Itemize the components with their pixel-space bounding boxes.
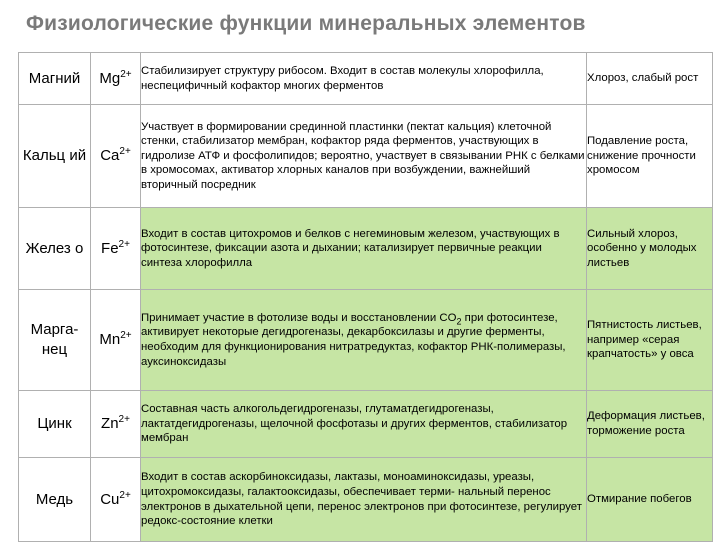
element-symbol (91, 290, 141, 391)
element-symbol (91, 391, 141, 458)
element-name: Медь (19, 458, 91, 542)
table-row (19, 53, 713, 105)
element-name: Марга- нец (19, 290, 91, 391)
symbol-charge: 2+ (120, 330, 132, 341)
symbol-charge: 2+ (119, 489, 131, 501)
table-row (19, 105, 713, 208)
deficiency-symptoms: Сильный хлороз, особенно у молодых листьев (587, 208, 713, 290)
element-function (141, 290, 587, 391)
element-function: Стабилизирует структуру рибосом. Входит в состав молекулы хлорофилла, неспецифичный кофактор многих ферментов (141, 53, 587, 105)
symbol-charge: 2+ (119, 146, 131, 157)
element-symbol (91, 208, 141, 290)
symbol-charge: 2+ (120, 68, 132, 80)
function-text-start: Принимает участие в фотолизе воды и восстановлении CO (141, 311, 457, 324)
element-function: Входит в состав аскорбиноксидазы, лактазы, моноаминоксидазы, уреазы, цитохромоксидазы, галактооксидазы, обеспечивает терми- нальный перенос электронов в дыхательной цепи, перенос электронов при фотосинтезе, регулирует редокс-состояние клетки (141, 458, 587, 542)
symbol-letters: Ca (100, 147, 120, 164)
table-row (19, 290, 713, 391)
element-name: Цинк (19, 391, 91, 458)
symbol-charge: 2+ (118, 238, 130, 250)
element-name: Желез о (19, 208, 91, 290)
element-symbol (91, 458, 141, 542)
deficiency-symptoms: Деформация листьев, торможение роста (587, 391, 713, 458)
element-function: Входит в состав цитохромов и белков с негеминовым железом, участвующих в фотосинтезе, фиксации азота и дыхании; катализирует первичные реакции синтеза хлорофилла (141, 208, 587, 290)
deficiency-symptoms: Пятнистость листьев, например «серая крапчатость» у овса (587, 290, 713, 391)
deficiency-symptoms: Подавление роста, снижение прочности хромосом (587, 105, 713, 208)
element-symbol (91, 105, 141, 208)
symbol-letters: Fe (101, 239, 119, 257)
page-title: Физиологические функции минеральных элементов (26, 12, 586, 35)
element-function: Участвует в формировании срединной пластинки (пектат кальция) клеточной стенки, стабилизатор мембран, кофактор ряда ферментов, участвующих в гидролизе АТФ и фосфолипидов; вероятно, участвует в связывании РНК с белками в хромосомах, активатор хлорных каналов при возбуждении, важнейший вторичный посредник (141, 105, 587, 208)
symbol-letters: Mn (99, 331, 121, 348)
deficiency-symptoms: Отмирание побегов (587, 458, 713, 542)
table-row (19, 208, 713, 290)
table-row (19, 391, 713, 458)
co2-subscript: 2 (456, 316, 462, 327)
element-symbol (91, 53, 141, 105)
element-name: Кальц ий (19, 105, 91, 208)
symbol-letters: Cu (100, 490, 120, 508)
table-row (19, 458, 713, 542)
element-function: Составная часть алкогольдегидрогеназы, глутаматдегидрогеназы, лактатдегидрогеназы, щелочной фосфотазы и других ферментов, стабилизатор мембран (141, 391, 587, 458)
symbol-charge: 2+ (118, 414, 130, 425)
symbol-letters: Mg (99, 69, 121, 87)
deficiency-symptoms: Хлороз, слабый рост (587, 53, 713, 105)
mineral-functions-table (18, 52, 713, 542)
symbol-letters: Zn (101, 415, 119, 432)
element-name: Магний (19, 53, 91, 105)
function-text-rest: при фотосинтезе, активирует некоторые дегидрогеназы, декарбоксилазы и другие ферменты, необходим для функционирования нитратредуктаз, кофактор РНК-полимеразы, ауксиноксидазы (141, 311, 566, 368)
